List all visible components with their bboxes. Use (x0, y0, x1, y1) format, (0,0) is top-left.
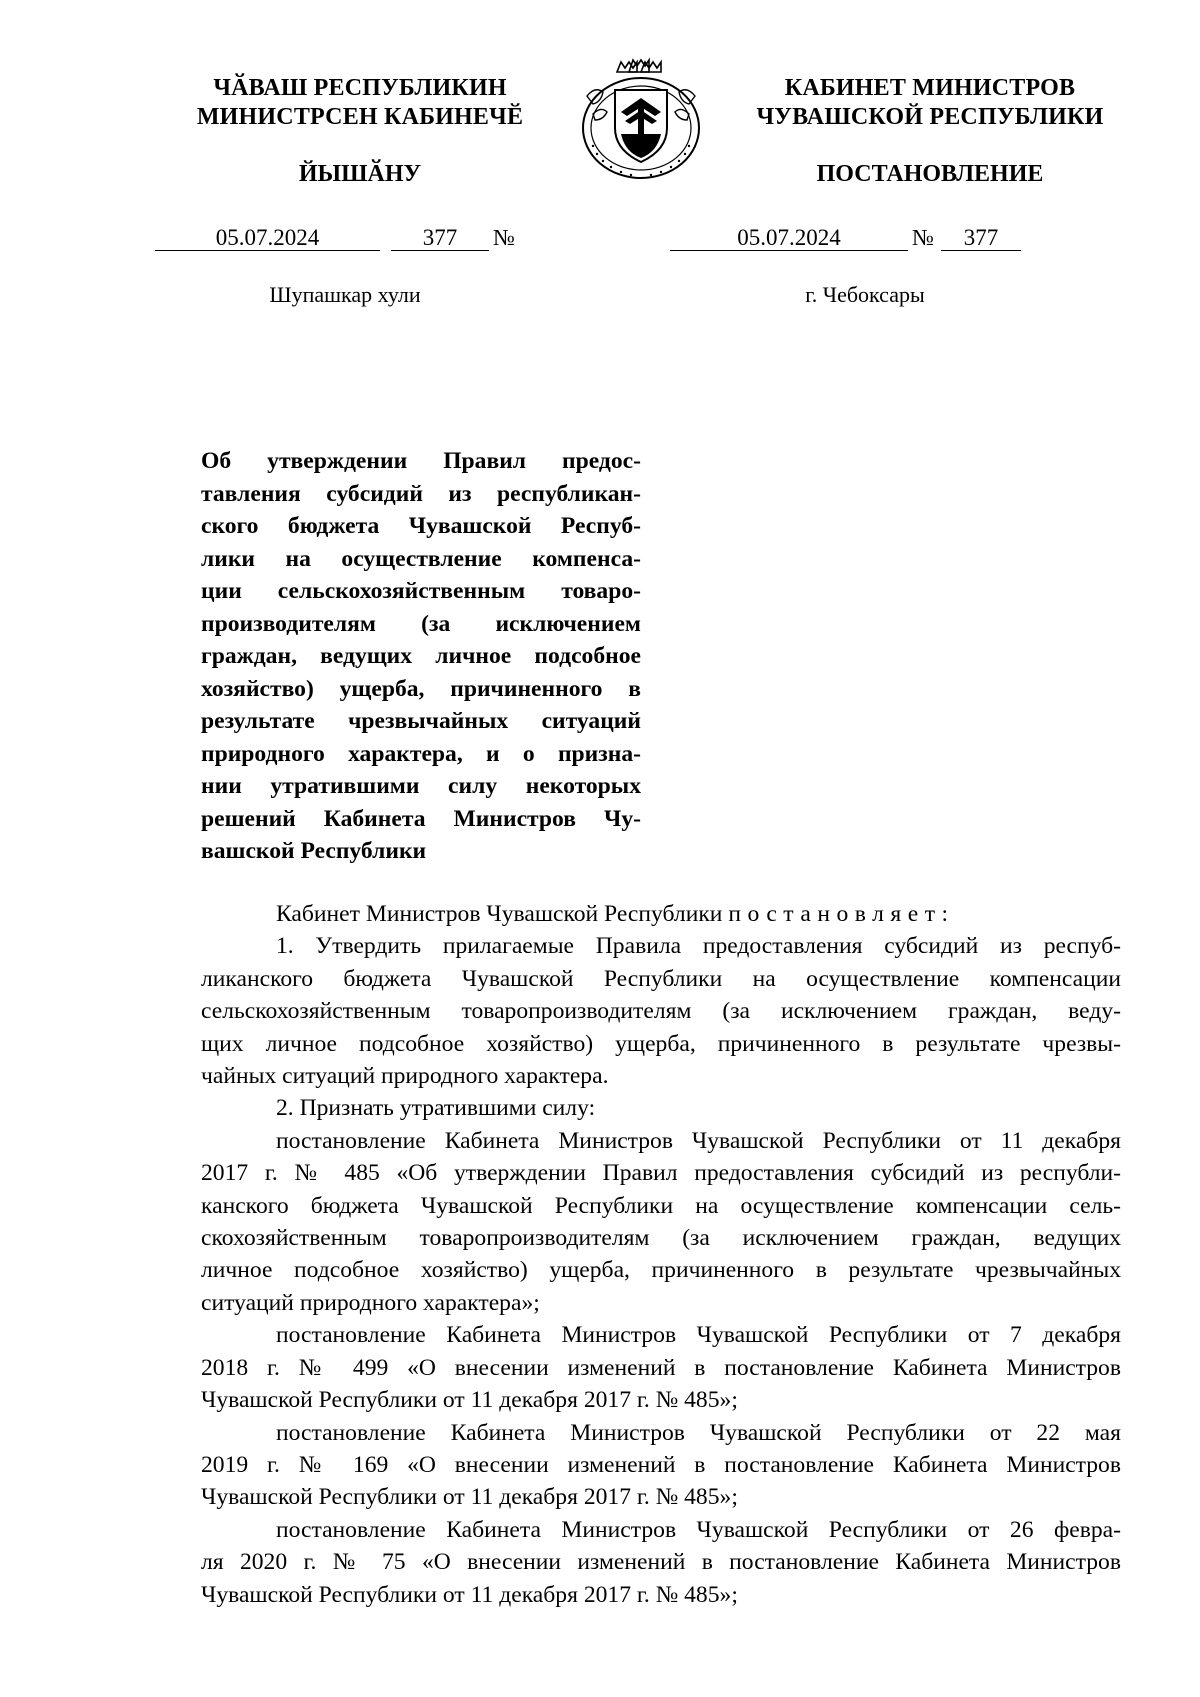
header-right-number: 377 (941, 224, 1021, 251)
body-line: постановление Кабинета Министров Чувашской Республики от 26 февра- (276, 1516, 1121, 1543)
body-line: личное подсобное хозяйство) ущерба, причиненного в результате чрезвычайных (201, 1257, 1121, 1284)
header-left-org (170, 74, 550, 132)
header-left-number-sign: № (493, 225, 515, 250)
title-line: ции сельскохозяйственным товаро- (201, 578, 641, 604)
header-left-doc-kind: ЙЫШӐНУ (298, 161, 422, 187)
title-line: производителям (за исключением (201, 610, 641, 637)
title-line: хозяйство) ущерба, причиненного в (201, 675, 641, 702)
body-line: ля 2020 г. № 75 «О внесении изменений в постановление Кабинета Министров (201, 1549, 1121, 1576)
body-line: 2019 г. № 169 «О внесении изменений в постановление Кабинета Министров (201, 1451, 1121, 1478)
title-line: лики на осуществление компенса- (201, 545, 641, 572)
header-right-number-sign: № (912, 225, 934, 250)
body-line: чайных ситуаций природного характера. (201, 1063, 609, 1090)
title-line: тавления субсидий из республикан- (201, 480, 641, 507)
intro-text: Кабинет Министров Чувашской Республики (276, 901, 729, 927)
title-line: решений Кабинета Министров Чу- (201, 805, 641, 832)
header-left-number: 377 (391, 224, 489, 251)
header-right-number-row (670, 224, 1030, 252)
body-line: скохозяйственным товаропроизводителям (за исключением граждан, ведущих (201, 1225, 1121, 1252)
body-line: 2017 г. № 485 «Об утверждении Правил предоставления субсидий из республи- (201, 1160, 1121, 1187)
body-line: щих личное подсобное хозяйство) ущерба, причиненного в результате чрезвы- (201, 1030, 1121, 1057)
header-left-place: Шупашкар хули (269, 282, 421, 307)
body-line: ликанского бюджета Чувашской Республики на осуществление компенсации (201, 965, 1121, 992)
document-body (201, 898, 1121, 1611)
body-line: Чувашской Республики от 11 декабря 2017 г. № 485»; (201, 1387, 738, 1414)
header-right-line2: ЧУВАШСКОЙ РЕСПУБЛИКИ (756, 104, 1104, 130)
body-line: 2. Признать утратившими силу: (276, 1095, 596, 1122)
header-left-line2: МИНИСТРСЕН КАБИНЕЧӖ (196, 104, 524, 130)
body-line: 1. Утвердить прилагаемые Правила предоставления субсидий из респуб- (276, 933, 1121, 960)
body-line: Чувашской Республики от 11 декабря 2017 г. № 485»; (201, 1581, 738, 1608)
header-left-number-row (155, 224, 525, 252)
body-line: Чувашской Республики от 11 декабря 2017 г. № 485»; (201, 1484, 738, 1511)
body-line: постановление Кабинета Министров Чувашской Республики от 7 декабря (276, 1322, 1121, 1349)
title-line: результате чрезвычайных ситуаций (201, 708, 641, 734)
header-left-date: 05.07.2024 (155, 224, 380, 251)
header-right-org (730, 74, 1130, 132)
title-line: ского бюджета Чувашской Респуб- (201, 513, 641, 539)
chuvash-coat-of-arms-icon (571, 56, 711, 180)
body-intro (201, 898, 1121, 930)
body-line: сельскохозяйственным товаропроизводителям (за исключением граждан, веду- (201, 998, 1121, 1025)
title-line: граждан, ведущих личное подсобное (201, 643, 641, 669)
title-line: нии утратившими силу некоторых (201, 773, 641, 799)
body-line: канского бюджета Чувашской Республики на осуществление компенсации сель- (201, 1192, 1121, 1219)
document-title (201, 445, 641, 868)
header-right-place: г. Чебоксары (805, 282, 925, 307)
title-line: природного характера, и о призна- (201, 740, 641, 767)
header-right-line1: КАБИНЕТ МИНИСТРОВ (784, 75, 1076, 101)
body-line: постановление Кабинета Министров Чувашской Республики от 11 декабря (276, 1127, 1121, 1154)
header-right-date: 05.07.2024 (670, 224, 908, 251)
body-line: ситуаций природного характера»; (201, 1289, 540, 1316)
body-line: 2018 г. № 499 «О внесении изменений в постановление Кабинета Министров (201, 1354, 1121, 1381)
title-line: вашской Республики (201, 838, 427, 864)
header-left-line1: ЧӐВАШ РЕСПУБЛИКИН (213, 75, 507, 101)
intro-verb: постановляет: (728, 901, 955, 927)
title-line: Об утверждении Правил предос- (201, 448, 641, 474)
header-right-doc-kind: ПОСТАНОВЛЕНИЕ (816, 161, 1044, 187)
body-line: постановление Кабинета Министров Чувашской Республики от 22 мая (276, 1419, 1121, 1446)
